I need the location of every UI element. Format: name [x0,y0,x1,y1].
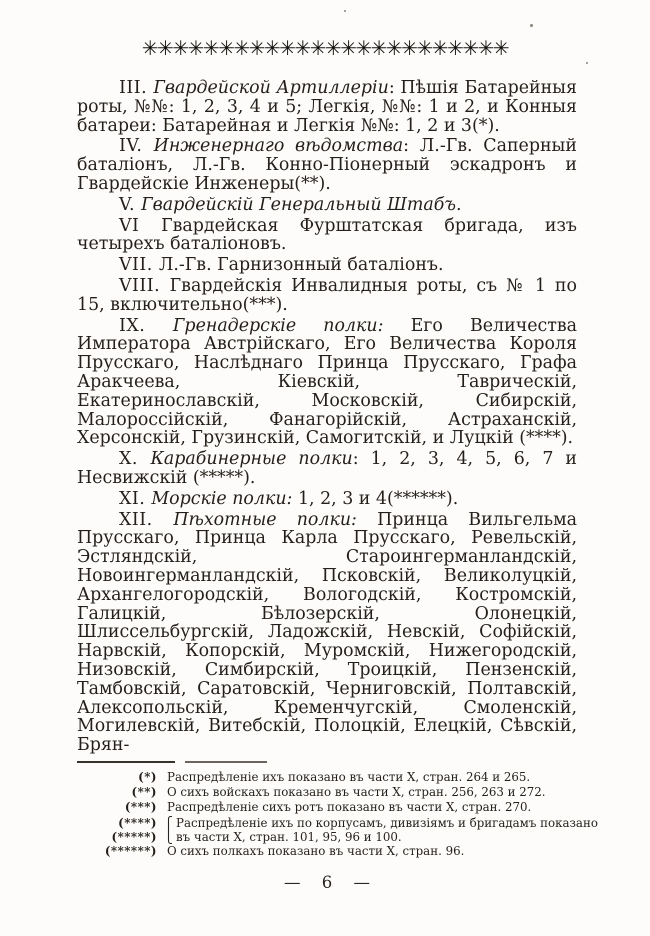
paragraph-xi [77,490,577,509]
paragraph-vii [77,256,577,275]
paragraph-number: III. [119,78,154,98]
paragraph-vi [77,217,577,255]
footnote-text: О сихъ войскахъ показано въ части X, стран. 256, 263 и 272. [167,785,546,800]
paragraph-text: : Л.-Гв. Саперный баталіонъ, Л.-Гв. Конно-Піонерный эскадронъ и Гвардейскіе Инженеры(**). [77,136,577,194]
paragraph-text: Гвардейская Фурштатская бригада, изъ четырехъ баталіоновъ. [77,215,577,255]
paragraph-ix [77,317,577,449]
paragraph-number: IV. [119,136,154,157]
paragraph-text: Принца Вильгельма Прусскаго, Принца Карла Прусскаго, Ревельскій, Эстляндскій, Староингерманландскій, Новоингерманландскій, Псковскій, Великолуцкій, Архангелогородскій, Вологодскій, Костромскій, Галицкій, Бѣлозерскій, Олонецкій, Шлиссельбургскій, Ладожскій, Невскій, Софійскій, Нарвскій, Копорскій, Муромскій, Нижегородскій, Низовскій, Симбирскій, Троицкій, Пензенскій, Тамбовскій, Саратовскій, Черниговскій, Полтавскій, Алексопольскій, Кременчугскій, Смоленскій, Могилевскій, Витебскій, Полоцкій, Елецкій, Сѣвскій, Брян- [77,509,577,756]
paragraph-title-italic: Инженернаго вѣдомства [153,136,404,157]
paragraph-number: VII. [119,255,159,276]
footnote-brace: ⎧ [164,815,173,830]
footnote-text: Распредѣленіе сихъ ротъ показано въ части X, стран. 270. [167,800,532,815]
paragraph-number: IX. [119,315,173,336]
paragraph-title-italic: Морскіе полки: [151,488,293,509]
paragraph-viii [77,277,577,315]
footnote-row [77,844,577,859]
footnote-label: (**) [131,785,157,800]
paragraph-text: 1, 2, 3 и 4(******). [292,488,459,509]
footnote-label: (***) [124,800,157,815]
paragraph-number: V. [119,194,142,215]
paragraph-iii [77,79,577,135]
footnote-label: (*****) [111,829,157,844]
paragraph-title-italic: Гвардейской Артиллеріи [153,78,389,98]
footnote-row [77,815,598,830]
scan-speck [586,62,588,64]
footnote-row [77,770,577,785]
footnote-text: О сихъ полкахъ показано въ части X, стран. 96. [167,843,465,858]
paragraph-number: XII. [119,509,174,530]
ornamental-border: ✳✳✳✳✳✳✳✳✳✳✳✳✳✳✳✳✳✳✳✳✳✳✳✳ [141,36,509,60]
paragraph-title-italic: Пѣхотные полки: [173,509,357,530]
footnote-label: (****) [118,815,157,830]
paragraph-title-italic: Карабинерные полки [150,449,353,470]
footnote-row [77,785,577,800]
paragraph-text: Гвардейскія Инвалидныя роты, съ № 1 по 15, включительно(***). [77,275,577,315]
paragraph-number: XI. [119,488,152,509]
paragraph-iv [77,137,577,193]
scan-speck [344,10,346,12]
page-number: — 6 — [284,872,370,892]
footnote-text: въ части X, стран. 101, 95, 96 и 100. [176,829,402,844]
paragraph-text: Л.-Гв. Гарнизонный баталіонъ. [158,255,444,276]
text-block [77,78,598,893]
paragraph-number: VI [119,215,162,236]
paragraph-title-italic: Гренадерскіе полки: [172,315,384,336]
paragraph-title-italic: Гвардейскій Генеральный Штабъ. [141,194,462,215]
paragraph-v [77,196,577,215]
paragraph-number: VIII. [119,275,170,296]
paragraph-text: : Пѣшія Батарейныя роты, №№: 1, 2, 3, 4 и 5; Легкія, №№: 1 и 2, и Конныя батареи: Батарейная и Легкія №№: 1, 2 и 3(*). [77,78,577,136]
footnote-text: Распредѣленіе ихъ по корпусамъ, дивизіямъ и бригадамъ показано [176,815,598,830]
footnote-label: (******) [104,843,157,858]
scan-speck [530,24,533,27]
footnote-label: (*) [138,769,157,784]
paragraph-x [77,450,577,488]
paragraph-number: X. [119,449,151,470]
footnote-separator [77,761,267,763]
footnote-row [77,800,577,815]
paragraph-text: : 1, 2, 3, 4, 5, 6, 7 и Несвижскій (*****). [77,449,578,488]
footnotes [77,769,598,859]
footnote-text: Распредѣленіе ихъ показано въ части X, стран. 264 и 265. [167,769,531,784]
paragraph-text: Его Величества Императора Австрійскаго, Его Величества Короля Прусскаго, Наслѣднаго Принца Прусскаго, Графа Аракчеева, Кіевскій, Таврическій, Екатеринославскій, Московскій, Сибирскій, Малороссійскій, Фанагорійскій, Астраханскій, Херсонскій, Грузинскій, Самогитскій, и Луцкій (****). [77,315,577,449]
paragraph-xii [77,511,577,755]
footnote-row [77,830,577,844]
footnote-brace: ⎩ [164,829,173,844]
